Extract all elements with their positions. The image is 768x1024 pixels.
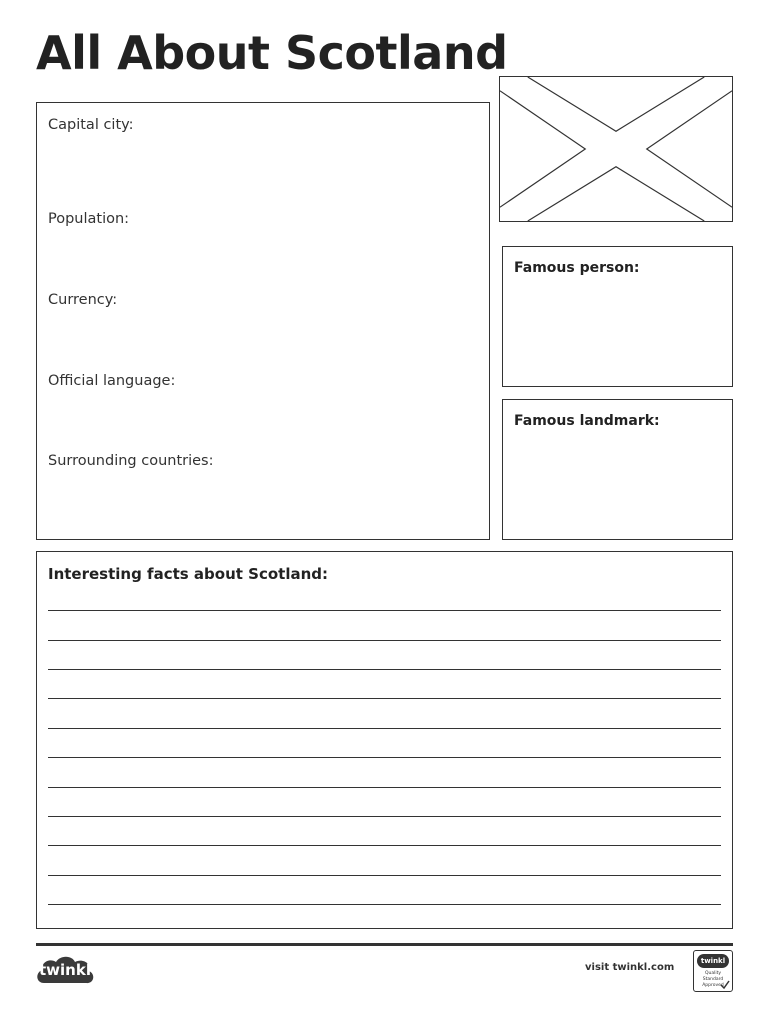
capital-city-label: Capital city: bbox=[48, 117, 134, 133]
twinkl-logo bbox=[34, 953, 96, 989]
flag-outline-icon bbox=[499, 76, 733, 222]
visit-website-link[interactable]: visit twinkl.com bbox=[585, 962, 675, 973]
quality-standard-badge bbox=[693, 950, 733, 992]
writing-line bbox=[48, 904, 721, 905]
writing-line bbox=[48, 669, 721, 670]
page-title: All About Scotland bbox=[36, 26, 508, 80]
writing-line bbox=[48, 757, 721, 758]
writing-line bbox=[48, 728, 721, 729]
writing-line bbox=[48, 787, 721, 788]
official-language-label: Official language: bbox=[48, 373, 176, 389]
saltire-drawing bbox=[500, 77, 732, 221]
population-label: Population: bbox=[48, 211, 130, 227]
famous-landmark-box bbox=[502, 399, 733, 540]
writing-line bbox=[48, 845, 721, 846]
country-info-box bbox=[36, 102, 490, 540]
facts-heading: Interesting facts about Scotland: bbox=[48, 565, 328, 583]
writing-line bbox=[48, 698, 721, 699]
surrounding-countries-label: Surrounding countries: bbox=[48, 453, 214, 469]
badge-line-2: Approved bbox=[702, 983, 724, 988]
writing-line bbox=[48, 610, 721, 611]
footer-divider bbox=[36, 943, 733, 946]
checkmark-icon bbox=[720, 980, 730, 990]
badge-line-1: Quality Standard bbox=[702, 971, 724, 982]
interesting-facts-box bbox=[36, 551, 733, 929]
logo-text: twinkl bbox=[39, 961, 91, 979]
badge-logo: twinkl bbox=[697, 954, 729, 968]
famous-person-label: Famous person: bbox=[514, 260, 640, 276]
writing-line bbox=[48, 816, 721, 817]
famous-landmark-label: Famous landmark: bbox=[514, 413, 660, 429]
writing-line bbox=[48, 640, 721, 641]
famous-person-box bbox=[502, 246, 733, 387]
currency-label: Currency: bbox=[48, 292, 118, 308]
writing-line bbox=[48, 875, 721, 876]
